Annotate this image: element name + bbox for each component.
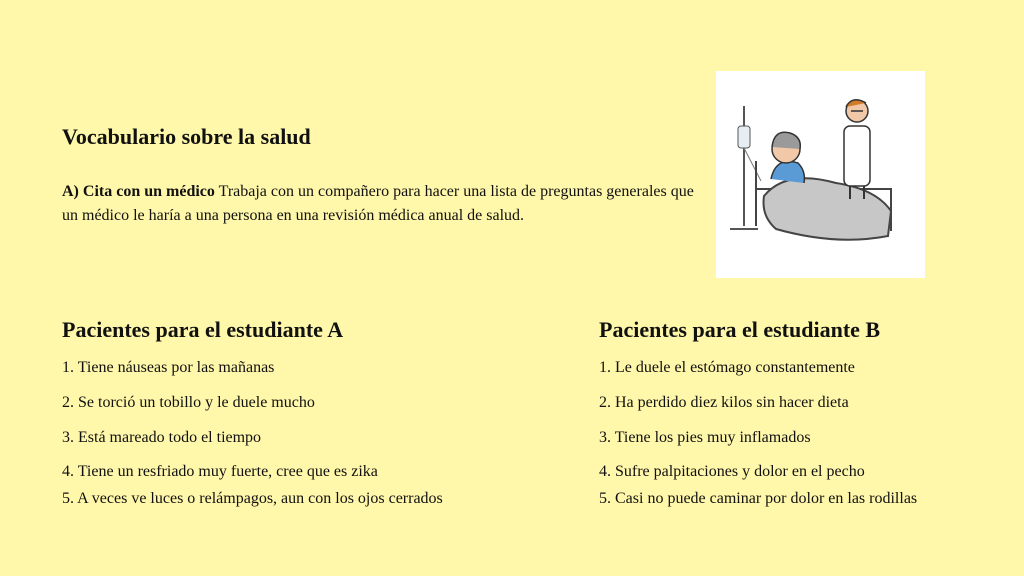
instructions-paragraph <box>62 180 702 228</box>
student-b-title: Pacientes para el estudiante B <box>599 317 881 342</box>
activity-label: A) Cita con un médico <box>62 183 215 200</box>
student-b-item: 5. Casi no puede caminar por dolor en las rodillas <box>599 490 918 507</box>
student-a-item: 5. A veces ve luces o relámpagos, aun con los ojos cerrados <box>62 490 443 507</box>
student-a-title: Pacientes para el estudiante A <box>62 317 344 342</box>
activity-text: Trabaja con un compañero para hacer una lista de preguntas generales que un médico le haría a una persona en una revisión médica anual de salud. <box>62 183 694 224</box>
student-b-item: 3. Tiene los pies muy inflamados <box>599 429 811 446</box>
student-a-item: 1. Tiene náuseas por las mañanas <box>62 359 275 376</box>
student-b-item: 1. Le duele el estómago constantemente <box>599 359 855 376</box>
student-a-item: 2. Se torció un tobillo y le duele mucho <box>62 394 315 411</box>
hospital-bed-icon <box>716 71 925 278</box>
student-a-item: 3. Está mareado todo el tiempo <box>62 429 262 446</box>
page-title: Vocabulario sobre la salud <box>62 124 311 149</box>
doctor-patient-illustration <box>716 71 925 278</box>
student-b-item: 4. Sufre palpitaciones y dolor en el pecho <box>599 463 865 480</box>
student-a-item: 4. Tiene un resfriado muy fuerte, cree que es zika <box>62 463 378 480</box>
student-b-item: 2. Ha perdido diez kilos sin hacer dieta <box>599 394 849 411</box>
